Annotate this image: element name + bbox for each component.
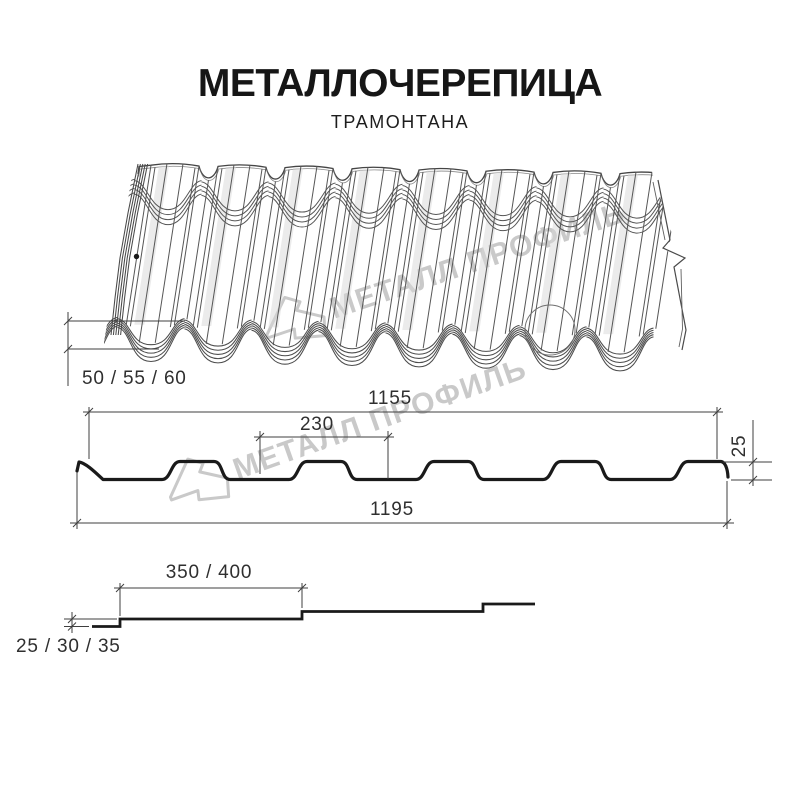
product-name: ТРАМОНТАНА bbox=[330, 112, 470, 132]
longitudinal-step-view bbox=[16, 562, 535, 657]
step-height-label: 25 / 30 / 35 bbox=[16, 636, 121, 657]
watermark-on-section-view bbox=[160, 343, 533, 515]
working-width-label: 1155 bbox=[367, 388, 413, 409]
profile-outline bbox=[77, 462, 728, 480]
tile-step-height-label: 50 / 55 / 60 bbox=[82, 368, 187, 389]
step-length-label: 350 / 400 bbox=[165, 562, 253, 583]
longitudinal-step-outline bbox=[92, 604, 535, 627]
tile-3d-view bbox=[51, 163, 688, 389]
profile-height-label: 25 bbox=[729, 434, 750, 458]
fastener-dot bbox=[134, 254, 139, 259]
module-width-label: 230 bbox=[299, 414, 335, 435]
page-title: МЕТАЛЛОЧЕРЕПИЦА bbox=[197, 62, 603, 105]
full-width-label: 1195 bbox=[369, 499, 415, 520]
